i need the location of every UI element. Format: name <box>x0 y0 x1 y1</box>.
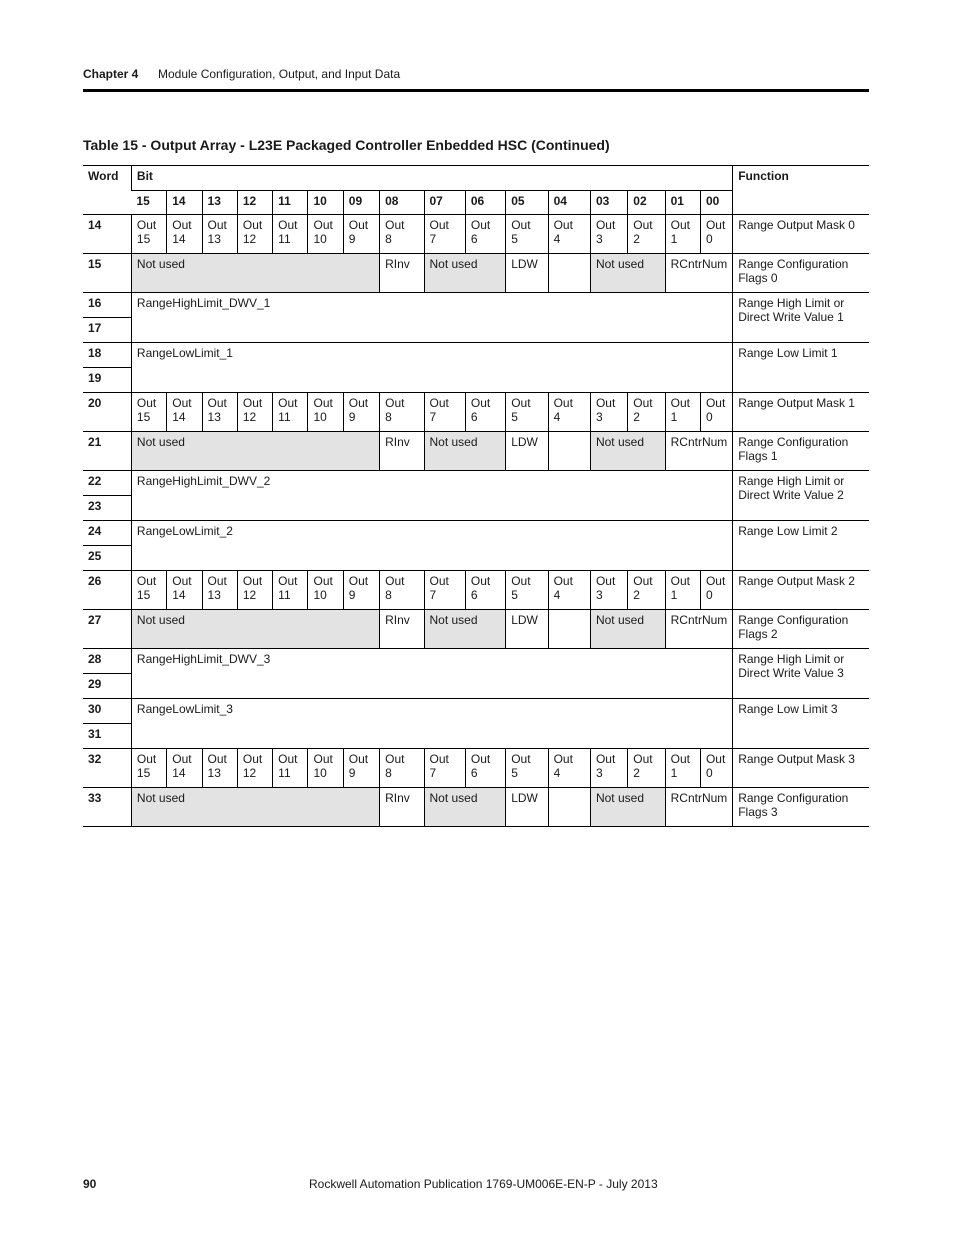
word-number: 32 <box>83 749 131 788</box>
out-bit-cell: Out 12 <box>237 571 272 610</box>
function-cell: Range Configuration Flags 0 <box>733 254 869 293</box>
out-bit-cell: Out 4 <box>548 215 590 254</box>
out-bit-cell: Out 6 <box>465 393 505 432</box>
out-bit-cell: Out 12 <box>237 215 272 254</box>
bit-col-header: 07 <box>424 191 465 215</box>
rcntrnum-cell: RCntrNum <box>665 610 733 649</box>
word-number: 15 <box>83 254 131 293</box>
bit-col-header: 13 <box>202 191 237 215</box>
out-bit-cell: Out 15 <box>131 749 166 788</box>
rcntrnum-cell: RCntrNum <box>665 254 733 293</box>
value-cell: RangeHighLimit_DWV_2 <box>131 471 732 521</box>
out-bit-cell: Out 8 <box>380 571 424 610</box>
out-bit-cell: Out 0 <box>700 215 732 254</box>
ldw-cell: LDW <box>506 432 548 471</box>
bit-col-header: 12 <box>237 191 272 215</box>
table-row <box>83 610 869 649</box>
out-bit-cell: Out 12 <box>237 749 272 788</box>
out-bit-cell: Out 4 <box>548 571 590 610</box>
table-row <box>83 254 869 293</box>
out-bit-cell: Out 14 <box>167 215 202 254</box>
bit-col-header: 03 <box>590 191 627 215</box>
out-bit-cell: Out 2 <box>628 215 665 254</box>
out-bit-cell: Out 5 <box>506 571 548 610</box>
function-cell: Range Output Mask 1 <box>733 393 869 432</box>
word-number: 28 <box>83 649 131 674</box>
page-header <box>83 66 869 82</box>
out-bit-cell: Out 13 <box>202 393 237 432</box>
ldw-cell: LDW <box>506 610 548 649</box>
function-cell: Range High Limit or Direct Write Value 2 <box>733 471 869 521</box>
out-bit-cell: Out 7 <box>424 571 465 610</box>
value-cell: RangeLowLimit_1 <box>131 343 732 393</box>
out-bit-cell: Out 2 <box>628 571 665 610</box>
out-bit-cell: Out 10 <box>308 215 343 254</box>
out-bit-cell: Out 13 <box>202 749 237 788</box>
rinv-cell: RInv <box>380 432 424 471</box>
rinv-cell: RInv <box>380 254 424 293</box>
empty-bit-cell <box>548 254 590 293</box>
out-bit-cell: Out 9 <box>343 571 379 610</box>
function-cell: Range High Limit or Direct Write Value 1 <box>733 293 869 343</box>
value-cell: RangeHighLimit_DWV_3 <box>131 649 732 699</box>
function-cell: Range High Limit or Direct Write Value 3 <box>733 649 869 699</box>
out-bit-cell: Out 15 <box>131 215 166 254</box>
word-number: 20 <box>83 393 131 432</box>
out-bit-cell: Out 11 <box>273 749 308 788</box>
publication-info: Rockwell Automation Publication 1769-UM006E-EN-P - July 2013 <box>309 1177 658 1191</box>
word-number: 24 <box>83 521 131 546</box>
word-number: 29 <box>83 674 131 699</box>
empty-bit-cell <box>548 788 590 827</box>
out-bit-cell: Out 6 <box>465 215 505 254</box>
out-bit-cell: Out 14 <box>167 749 202 788</box>
word-number: 17 <box>83 318 131 343</box>
bit-col-header: 01 <box>665 191 700 215</box>
not-used-cell: Not used <box>424 788 506 827</box>
table-row <box>83 293 869 318</box>
bit-col-header: 05 <box>506 191 548 215</box>
function-cell: Range Output Mask 3 <box>733 749 869 788</box>
rcntrnum-cell: RCntrNum <box>665 432 733 471</box>
function-cell: Range Configuration Flags 1 <box>733 432 869 471</box>
out-bit-cell: Out 2 <box>628 749 665 788</box>
word-header: Word <box>83 166 131 215</box>
out-bit-cell: Out 5 <box>506 749 548 788</box>
table-row <box>83 343 869 368</box>
table-row <box>83 788 869 827</box>
word-number: 19 <box>83 368 131 393</box>
out-bit-cell: Out 11 <box>273 215 308 254</box>
out-bit-cell: Out 7 <box>424 749 465 788</box>
not-used-cell: Not used <box>131 254 379 293</box>
word-number: 23 <box>83 496 131 521</box>
word-number: 27 <box>83 610 131 649</box>
bit-header: Bit <box>131 166 732 191</box>
out-bit-cell: Out 11 <box>273 571 308 610</box>
out-bit-cell: Out 1 <box>665 571 700 610</box>
out-bit-cell: Out 6 <box>465 571 505 610</box>
rinv-cell: RInv <box>380 788 424 827</box>
table-row <box>83 432 869 471</box>
out-bit-cell: Out 0 <box>700 749 732 788</box>
word-number: 14 <box>83 215 131 254</box>
table-row <box>83 571 869 610</box>
bit-col-header: 06 <box>465 191 505 215</box>
table-row <box>83 649 869 674</box>
bit-col-header: 02 <box>628 191 665 215</box>
word-number: 22 <box>83 471 131 496</box>
table-row <box>83 521 869 546</box>
word-number: 33 <box>83 788 131 827</box>
bit-col-header: 10 <box>308 191 343 215</box>
table-row <box>83 393 869 432</box>
out-bit-cell: Out 11 <box>273 393 308 432</box>
section-title: Module Configuration, Output, and Input Data <box>158 67 401 81</box>
not-used-cell: Not used <box>131 788 379 827</box>
out-bit-cell: Out 3 <box>590 215 627 254</box>
word-number: 18 <box>83 343 131 368</box>
out-bit-cell: Out 3 <box>590 749 627 788</box>
out-bit-cell: Out 15 <box>131 393 166 432</box>
function-cell: Range Output Mask 0 <box>733 215 869 254</box>
rinv-cell: RInv <box>380 610 424 649</box>
out-bit-cell: Out 2 <box>628 393 665 432</box>
page-number: 90 <box>83 1177 97 1191</box>
table-row <box>83 699 869 724</box>
function-cell: Range Configuration Flags 2 <box>733 610 869 649</box>
word-number: 25 <box>83 546 131 571</box>
not-used-cell: Not used <box>590 610 665 649</box>
out-bit-cell: Out 9 <box>343 749 379 788</box>
out-bit-cell: Out 8 <box>380 215 424 254</box>
out-bit-cell: Out 13 <box>202 215 237 254</box>
bit-col-header: 14 <box>167 191 202 215</box>
out-bit-cell: Out 12 <box>237 393 272 432</box>
value-cell: RangeLowLimit_3 <box>131 699 732 749</box>
empty-bit-cell <box>548 610 590 649</box>
chapter-label: Chapter 4 <box>83 67 139 81</box>
table-row <box>83 215 869 254</box>
table-row <box>83 749 869 788</box>
bit-col-header: 04 <box>548 191 590 215</box>
not-used-cell: Not used <box>590 254 665 293</box>
ldw-cell: LDW <box>506 254 548 293</box>
not-used-cell: Not used <box>590 788 665 827</box>
out-bit-cell: Out 3 <box>590 571 627 610</box>
table-row <box>83 471 869 496</box>
table-title: Table 15 - Output Array - L23E Packaged Controller Enbedded HSC (Continued) <box>83 137 610 153</box>
value-cell: RangeHighLimit_DWV_1 <box>131 293 732 343</box>
not-used-cell: Not used <box>424 610 506 649</box>
out-bit-cell: Out 8 <box>380 393 424 432</box>
out-bit-cell: Out 3 <box>590 393 627 432</box>
out-bit-cell: Out 7 <box>424 215 465 254</box>
bit-col-header: 08 <box>380 191 424 215</box>
word-number: 30 <box>83 699 131 724</box>
not-used-cell: Not used <box>424 432 506 471</box>
out-bit-cell: Out 1 <box>665 749 700 788</box>
out-bit-cell: Out 5 <box>506 215 548 254</box>
not-used-cell: Not used <box>424 254 506 293</box>
out-bit-cell: Out 4 <box>548 749 590 788</box>
not-used-cell: Not used <box>131 610 379 649</box>
out-bit-cell: Out 15 <box>131 571 166 610</box>
out-bit-cell: Out 10 <box>308 571 343 610</box>
not-used-cell: Not used <box>590 432 665 471</box>
out-bit-cell: Out 6 <box>465 749 505 788</box>
out-bit-cell: Out 0 <box>700 571 732 610</box>
function-cell: Range Configuration Flags 3 <box>733 788 869 827</box>
out-bit-cell: Out 1 <box>665 215 700 254</box>
out-bit-cell: Out 9 <box>343 393 379 432</box>
out-bit-cell: Out 13 <box>202 571 237 610</box>
out-bit-cell: Out 0 <box>700 393 732 432</box>
out-bit-cell: Out 7 <box>424 393 465 432</box>
output-array-table <box>83 165 869 827</box>
out-bit-cell: Out 9 <box>343 215 379 254</box>
bit-col-header: 09 <box>343 191 379 215</box>
bit-col-header: 00 <box>700 191 732 215</box>
word-number: 21 <box>83 432 131 471</box>
word-number: 31 <box>83 724 131 749</box>
value-cell: RangeLowLimit_2 <box>131 521 732 571</box>
header-divider <box>83 89 869 92</box>
function-cell: Range Output Mask 2 <box>733 571 869 610</box>
out-bit-cell: Out 14 <box>167 571 202 610</box>
bit-col-header: 15 <box>131 191 166 215</box>
function-cell: Range Low Limit 1 <box>733 343 869 393</box>
out-bit-cell: Out 10 <box>308 393 343 432</box>
empty-bit-cell <box>548 432 590 471</box>
function-header: Function <box>733 166 869 215</box>
out-bit-cell: Out 1 <box>665 393 700 432</box>
bit-col-header: 11 <box>273 191 308 215</box>
function-cell: Range Low Limit 2 <box>733 521 869 571</box>
out-bit-cell: Out 8 <box>380 749 424 788</box>
rcntrnum-cell: RCntrNum <box>665 788 733 827</box>
ldw-cell: LDW <box>506 788 548 827</box>
function-cell: Range Low Limit 3 <box>733 699 869 749</box>
not-used-cell: Not used <box>131 432 379 471</box>
word-number: 16 <box>83 293 131 318</box>
out-bit-cell: Out 14 <box>167 393 202 432</box>
out-bit-cell: Out 5 <box>506 393 548 432</box>
out-bit-cell: Out 4 <box>548 393 590 432</box>
out-bit-cell: Out 10 <box>308 749 343 788</box>
word-number: 26 <box>83 571 131 610</box>
